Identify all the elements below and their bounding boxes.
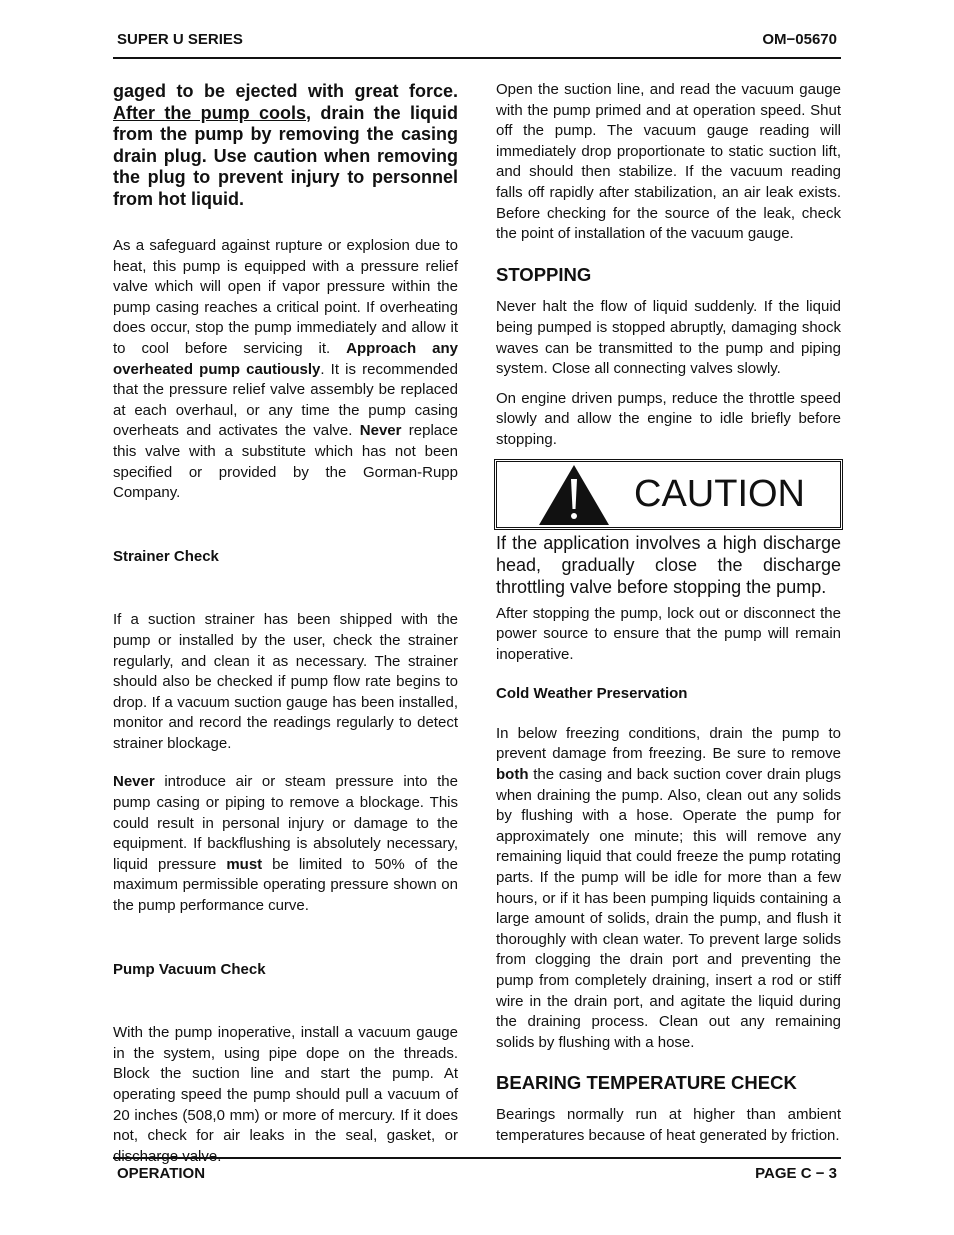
strainer-check-paragraph: If a suction strainer has been shipped with the pump or installed by the user, check the strainer regularly, and clean it as necessary. The strainer should also be checked if pump flow rate begins to drop. If a vacuum suction gauge has been installed, monitor and record the readings regularly to detect strainer blockage. — [113, 611, 458, 752]
relief-text-1: As a safeguard against rupture or explosion due to heat, this pump is equipped with a pressure relief valve which will open if vapor pressure within the pump casing reaches a critical point. If overheating does occur, stop the pump immediately and allow it to cool before servicing it. — [113, 237, 458, 357]
must-bold: must — [226, 855, 263, 873]
document-number: OM−05670 — [762, 31, 837, 48]
relief-bold-approach: Approach any overheated pump cautiously — [113, 339, 458, 378]
bearing-temperature-heading: BEARING TEMPERATURE CHECK — [496, 1072, 797, 1094]
after-stopping-paragraph: After stopping the pump, lock out or disconnect the power source to ensure that the pump will remain inoperative. — [496, 604, 841, 663]
hot-liquid-warning — [113, 81, 458, 210]
bearing-temperature-paragraph: Bearings normally run at higher than ambient temperatures because of heat generated by friction. — [496, 1105, 841, 1144]
warning-underlined-text: After the pump cools — [113, 102, 307, 123]
stopping-heading: STOPPING — [496, 263, 592, 285]
relief-valve-paragraph — [113, 236, 458, 504]
pump-vacuum-check-heading: Pump Vacuum Check — [113, 960, 266, 978]
section-name: OPERATION — [117, 1165, 206, 1182]
stopping-paragraph-2: On engine driven pumps, reduce the throttle speed slowly and allow the engine to idle briefly before stopping. — [496, 389, 841, 448]
warning-text: gaged to be ejected with great force. — [113, 81, 458, 101]
relief-text-3: replace this valve with a substitute which has not been specified or provided by the Gorman-Rupp Company. — [113, 422, 458, 502]
cold-weather-heading: Cold Weather Preservation — [496, 685, 688, 703]
strainer-check-heading: Strainer Check — [113, 547, 219, 565]
relief-bold-never: Never — [359, 422, 402, 440]
vacuum-continued-paragraph: Open the suction line, and read the vacuum gauge with the pump primed and at operation speed. Shut off the pump. The vacuum gauge reading will immediately drop proportionate to static suction lift, and should then stabilize. If the vacuum reading falls off rapidly after stabilization, an air leak exists. Before checking for the source of the leak, check the point of installation of the vacuum gauge. — [496, 81, 841, 243]
footer-rule — [113, 1157, 841, 1159]
never-paragraph — [113, 772, 458, 916]
header-rule — [113, 57, 841, 59]
never-text-2: be limited to 50% of the maximum permissible operating pressure shown on the pump performance curve. — [113, 855, 458, 915]
warning-triangle-icon — [538, 464, 610, 526]
cold-weather-paragraph — [496, 724, 841, 1054]
relief-text-2: . It is recommended that the pressure relief valve assembly be replaced at each overhaul, or any time the pump casing overheats and activates the valve. — [113, 360, 458, 440]
warning-text-cont: , drain the liquid from the pump by removing the casing drain plug. Use caution when removing the plug to prevent injury to personnel from hot liquid. — [113, 102, 459, 209]
caution-message: If the application involves a high discharge head, gradually close the discharge throttling valve before stopping the pump. — [496, 532, 841, 597]
both-bold: both — [496, 766, 529, 784]
pump-vacuum-paragraph: With the pump inoperative, install a vacuum gauge in the system, using pipe dope on the threads. Block the suction line and start the pump. At operating speed the pump should pull a vacuum of 20 inches (508,0 mm) or more of mercury. If it does not, check for air leaks in the seal, gasket, or discharge valve. — [113, 1024, 458, 1165]
caution-banner — [496, 461, 841, 528]
cold-text-2: the casing and back suction cover drain plugs when draining the pump. Also, clean out any solids by flushing with a hose. Operate the pump for approximately one minute; this will remove any remaining liquid that could freeze the pump rotating parts. If the pump will be idle for more than a few hours, or if it has been pumping liquids containing a large amount of solids, drain the pump, and flush it thoroughly with clean water. To prevent large solids from clogging the drain port and preventing the pump from completely draining, insert a rod or stiff wire in the drain port, and agitate the liquid during the draining process. Clean out any remaining solids by flushing with a hose. — [496, 766, 841, 1051]
stopping-paragraph-1: Never halt the flow of liquid suddenly. If the liquid being pumped is stopped abruptly, damaging shock waves can be transmitted to the pump and piping system. Close all connecting valves slowly. — [496, 298, 841, 378]
cold-text-1: In below freezing conditions, drain the pump to prevent damage from freezing. Be sure to remove — [496, 724, 841, 763]
left-column — [113, 81, 458, 1167]
right-column — [496, 80, 841, 1146]
never-bold: Never — [113, 773, 155, 791]
never-text-1: introduce air or steam pressure into the pump casing or piping to remove a blockage. This could result in personal injury or damage to the equipment. If backflushing is absolutely necessary, liquid pressure — [113, 773, 458, 873]
caution-label: CAUTION — [634, 472, 805, 515]
series-title: SUPER U SERIES — [117, 31, 243, 48]
page-number: PAGE C − 3 — [755, 1165, 837, 1182]
